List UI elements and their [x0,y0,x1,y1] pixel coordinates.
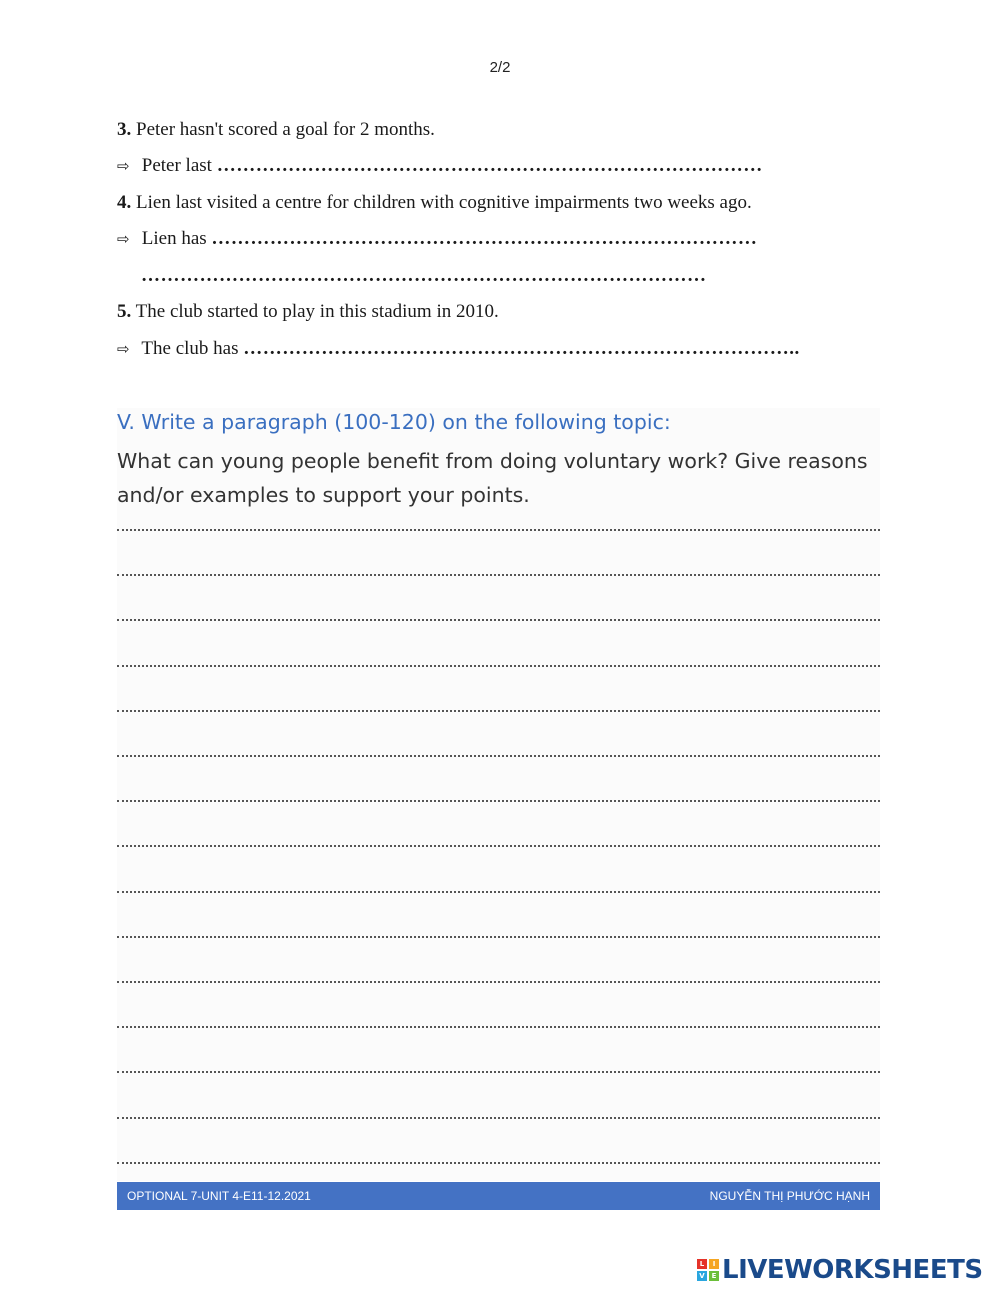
question-3 [117,119,435,141]
section-prompt: What can young people benefit from doing voluntary work? Give reasons and/or examples to support your points. [117,449,868,507]
answer-5[interactable] [117,338,800,360]
writing-section [117,408,880,1181]
question-number: 4. [117,192,132,213]
arrow-icon: ⇨ [117,230,130,248]
answer-4-line-2[interactable] [141,265,707,287]
footer-bar [117,1182,880,1210]
arrow-icon: ⇨ [117,340,130,358]
writing-line[interactable] [117,845,880,847]
question-number: 5. [117,301,132,322]
answer-start: Peter last [141,155,212,176]
question-text: Lien last visited a centre for children with cognitive impairments two weeks ago. [136,192,752,213]
writing-line[interactable] [117,710,880,712]
answer-blank[interactable]: ………………………………………………………………………….. [243,338,800,359]
logo-text: LIVEWORKSHEETS [722,1255,983,1285]
writing-line[interactable] [117,1162,880,1164]
page-number: 2/2 [489,59,511,76]
writing-line[interactable] [117,1117,880,1119]
answer-3[interactable] [117,155,763,177]
writing-line[interactable] [117,1026,880,1028]
question-text: The club started to play in this stadium in 2010. [135,301,499,322]
writing-line[interactable] [117,981,880,983]
writing-line[interactable] [117,891,880,893]
question-number: 3. [117,119,132,140]
writing-line[interactable] [117,755,880,757]
answer-start: The club has [141,338,239,359]
writing-line[interactable] [117,800,880,802]
question-text: Peter hasn't scored a goal for 2 months. [136,119,435,140]
writing-line[interactable] [117,574,880,576]
writing-line[interactable] [117,1071,880,1073]
writing-line[interactable] [117,936,880,938]
footer-left-text: OPTIONAL 7-UNIT 4-E11-12.2021 [127,1189,311,1203]
question-4 [117,192,752,214]
liveworksheets-logo [697,1254,983,1286]
answer-blank[interactable]: ………………………………………………………………………… [216,155,763,176]
footer-right-text: NGUYỄN THỊ PHƯỚC HẠNH [709,1189,870,1203]
logo-icon: L I V E [697,1259,719,1281]
answer-start: Lien has [141,228,207,249]
answer-blank[interactable]: ………………………………………………………………………… [211,228,758,249]
writing-line[interactable] [117,619,880,621]
question-5 [117,301,499,323]
answer-4[interactable] [117,228,757,250]
writing-line[interactable] [117,529,880,531]
section-title: V. Write a paragraph (100-120) on the following topic: [117,410,671,434]
arrow-icon: ⇨ [117,157,130,175]
writing-line[interactable] [117,665,880,667]
answer-blank[interactable]: …………………………………………………………………………… [141,265,707,286]
